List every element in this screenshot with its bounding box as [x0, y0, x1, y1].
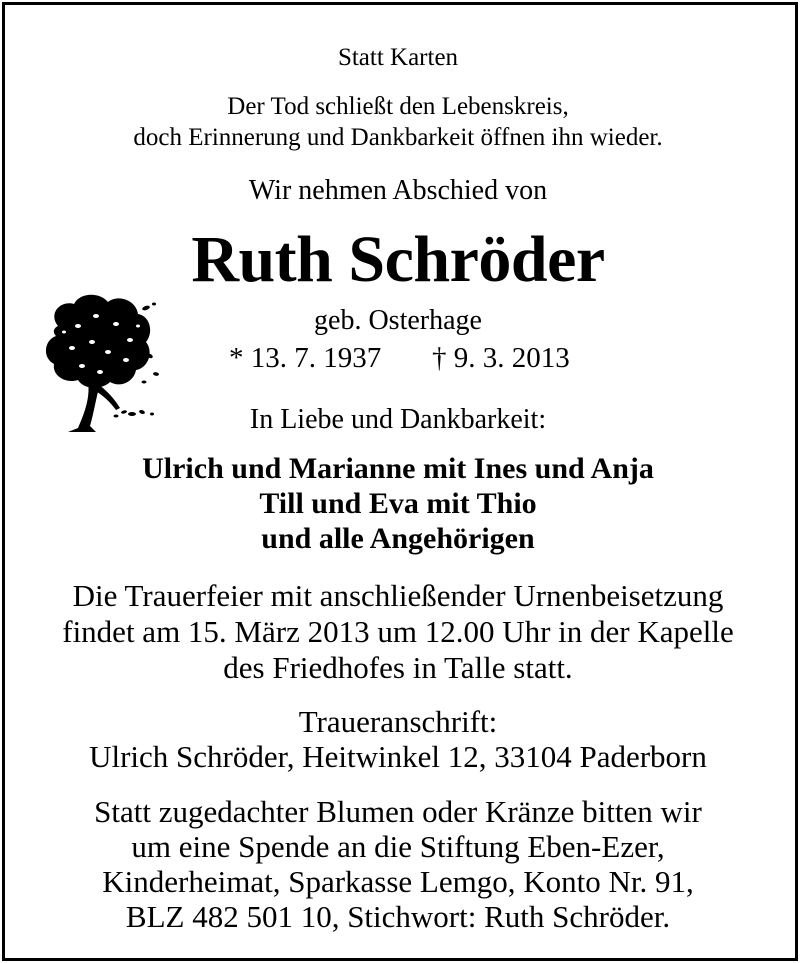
- donation-line-2: um eine Spende an die Stiftung Eben-Ezer,: [131, 829, 665, 864]
- verse-line-1: Der Tod schließt den Lebenskreis,: [227, 93, 569, 120]
- ceremony-line-1: Die Trauerfeier mit anschließender Urnenbeisetzung: [72, 578, 724, 613]
- header-text: Statt Karten: [337, 44, 459, 71]
- love-line: In Liebe und Dankbarkeit:: [249, 404, 547, 435]
- tree-icon: [38, 286, 163, 434]
- birth-date: * 13. 7. 1937: [229, 342, 382, 374]
- family-line-3: und alle Angehörigen: [261, 522, 535, 555]
- maiden-name: geb. Osterhage: [314, 305, 482, 336]
- address-label: Traueranschrift:: [298, 704, 498, 739]
- donation-line-4: BLZ 482 501 10, Stichwort: Ruth Schröder.: [125, 899, 671, 934]
- donation-line-1: Statt zugedachter Blumen oder Kränze bitten wir: [94, 794, 702, 829]
- address-text: Ulrich Schröder, Heitwinkel 12, 33104 Paderborn: [89, 739, 707, 774]
- deceased-name: Ruth Schröder: [191, 223, 605, 296]
- family-line-2: Till und Eva mit Thio: [259, 487, 537, 520]
- verse-line-2: doch Erinnerung und Dankbarkeit öffnen ihn wieder.: [133, 124, 663, 151]
- ceremony-line-3: des Friedhofes in Talle statt.: [223, 650, 573, 685]
- ceremony-line-2: findet am 15. März 2013 um 12.00 Uhr in der Kapelle: [62, 614, 734, 649]
- family-line-1: Ulrich und Marianne mit Ines und Anja: [142, 452, 654, 485]
- donation-line-3: Kinderheimat, Sparkasse Lemgo, Konto Nr. 91,: [102, 864, 694, 899]
- death-date: † 9. 3. 2013: [432, 342, 570, 374]
- farewell-intro: Wir nehmen Abschied von: [248, 175, 548, 206]
